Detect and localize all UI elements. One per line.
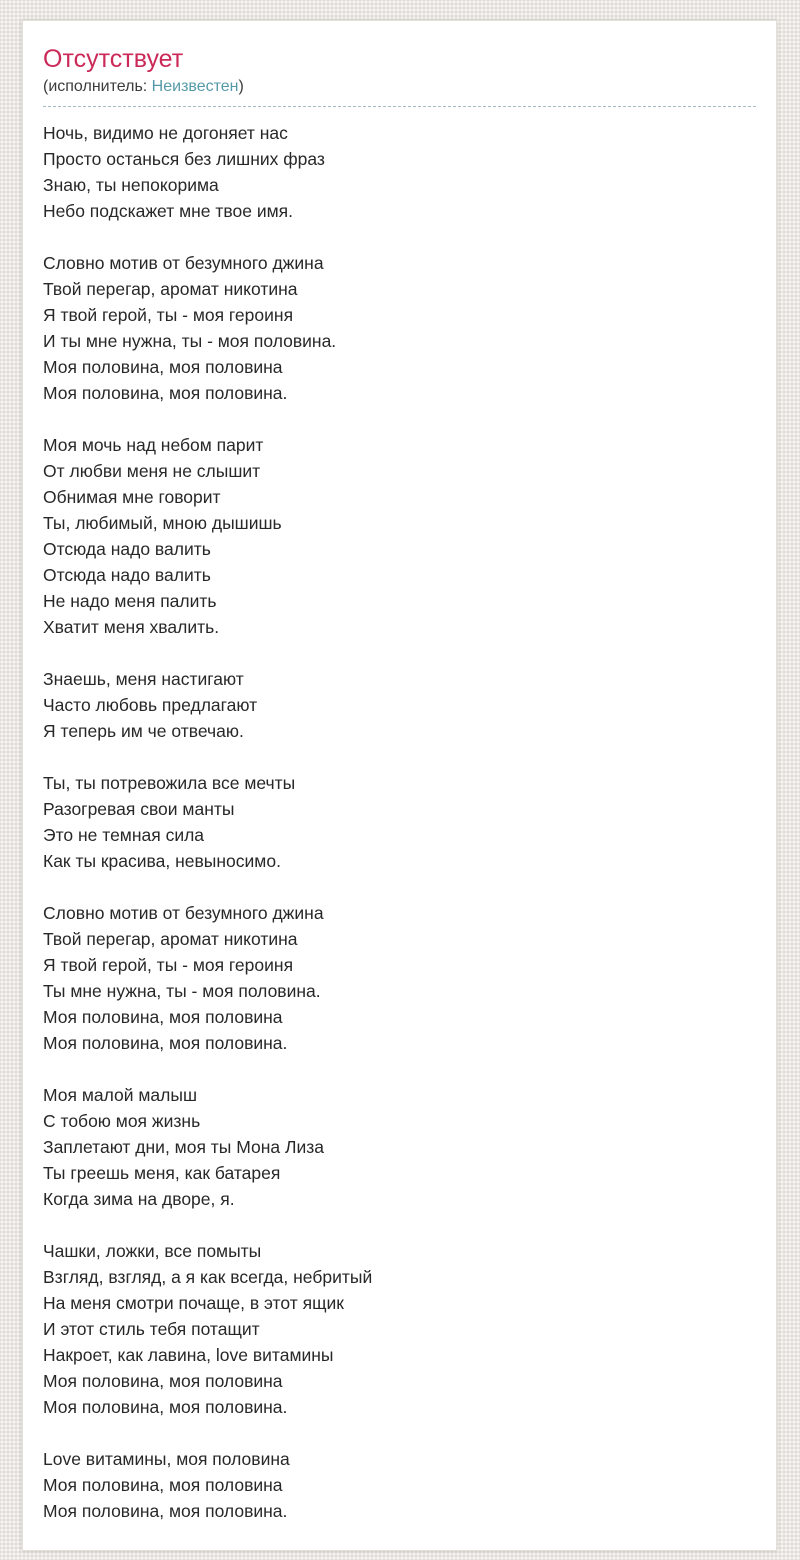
lyric-line: Моя половина, моя половина. xyxy=(43,1032,288,1053)
lyric-line: Заплетают дни, моя ты Мона Лиза xyxy=(43,1136,325,1157)
artist-link[interactable]: Неизвестен xyxy=(151,77,239,95)
lyric-line: Твой перегар, аромат никотина xyxy=(43,928,298,949)
song-title: Отсутствует xyxy=(43,45,184,73)
lyric-line: Часто любовь предлагают xyxy=(43,694,258,715)
lyric-line: Моя половина, моя половина xyxy=(43,1474,283,1495)
lyric-line: Моя половина, моя половина xyxy=(43,356,283,377)
lyric-line: Моя мочь над небом парит xyxy=(43,434,264,455)
page-background xyxy=(0,20,800,1560)
lyric-line: Моя половина, моя половина. xyxy=(43,1396,288,1417)
stanza xyxy=(43,1446,756,1524)
lyric-line: Моя половина, моя половина xyxy=(43,1006,283,1027)
lyric-line: Love витамины, моя половина xyxy=(43,1448,290,1469)
lyric-line: Я твой герой, ты - моя героиня xyxy=(43,304,294,325)
lyric-line: Как ты красива, невыносимо. xyxy=(43,850,281,871)
lyric-line: Отсюда надо валить xyxy=(43,538,211,559)
lyric-line: Обнимая мне говорит xyxy=(43,486,221,507)
artist-label-suffix: ) xyxy=(238,77,244,95)
lyric-line: Я твой герой, ты - моя героиня xyxy=(43,954,294,975)
lyric-line: От любви меня не слышит xyxy=(43,460,261,481)
lyric-line: Когда зима на дворе, я. xyxy=(43,1188,235,1209)
lyric-line: Моя половина, моя половина xyxy=(43,1370,283,1391)
stanza xyxy=(43,120,756,224)
lyric-line: Твой перегар, аромат никотина xyxy=(43,278,298,299)
lyric-line: Просто останься без лишних фраз xyxy=(43,148,325,169)
lyric-line: Небо подскажет мне твое имя. xyxy=(43,200,293,221)
lyric-line: Ты, ты потревожила все мечты xyxy=(43,772,296,793)
lyric-line: Это не темная сила xyxy=(43,824,205,845)
lyric-line: И этот стиль тебя потащит xyxy=(43,1318,260,1339)
lyric-line: Ты, любимый, мною дышишь xyxy=(43,512,282,533)
lyric-line: Знаешь, меня настигают xyxy=(43,668,244,689)
lyric-line: Ты греешь меня, как батарея xyxy=(43,1162,281,1183)
artist-label-prefix: (исполнитель: xyxy=(43,77,152,95)
stanza xyxy=(43,432,756,640)
lyric-line: Знаю, ты непокорима xyxy=(43,174,219,195)
stanza xyxy=(43,250,756,406)
lyric-line: Накроет, как лавина, love витамины xyxy=(43,1344,334,1365)
lyric-line: Разогревая свои манты xyxy=(43,798,235,819)
lyric-line: С тобою моя жизнь xyxy=(43,1110,201,1131)
lyrics xyxy=(43,120,756,1524)
lyric-line: Словно мотив от безумного джина xyxy=(43,252,324,273)
stanza xyxy=(43,1082,756,1212)
lyric-line: Моя половина, моя половина. xyxy=(43,1500,288,1521)
lyric-line: Ночь, видимо не догоняет нас xyxy=(43,122,288,143)
stanza xyxy=(43,666,756,744)
lyric-line: Взгляд, взгляд, а я как всегда, небритый xyxy=(43,1266,373,1287)
lyric-line: И ты мне нужна, ты - моя половина. xyxy=(43,330,337,351)
lyric-line: Моя малой малыш xyxy=(43,1084,197,1105)
lyric-line: Не надо меня палить xyxy=(43,590,217,611)
lyric-line: Чашки, ложки, все помыты xyxy=(43,1240,262,1261)
lyrics-card-content xyxy=(23,21,776,1550)
lyric-line: На меня смотри почаще, в этот ящик xyxy=(43,1292,344,1313)
lyric-line: Я теперь им че отвечаю. xyxy=(43,720,244,741)
stanza xyxy=(43,1238,756,1420)
lyric-line: Словно мотив от безумного джина xyxy=(43,902,324,923)
lyrics-card xyxy=(22,20,777,1551)
artist-line xyxy=(43,77,756,107)
lyric-line: Отсюда надо валить xyxy=(43,564,211,585)
lyric-line: Моя половина, моя половина. xyxy=(43,382,288,403)
stanza xyxy=(43,900,756,1056)
stanza xyxy=(43,770,756,874)
lyric-line: Ты мне нужна, ты - моя половина. xyxy=(43,980,321,1001)
lyric-line: Хватит меня хвалить. xyxy=(43,616,220,637)
